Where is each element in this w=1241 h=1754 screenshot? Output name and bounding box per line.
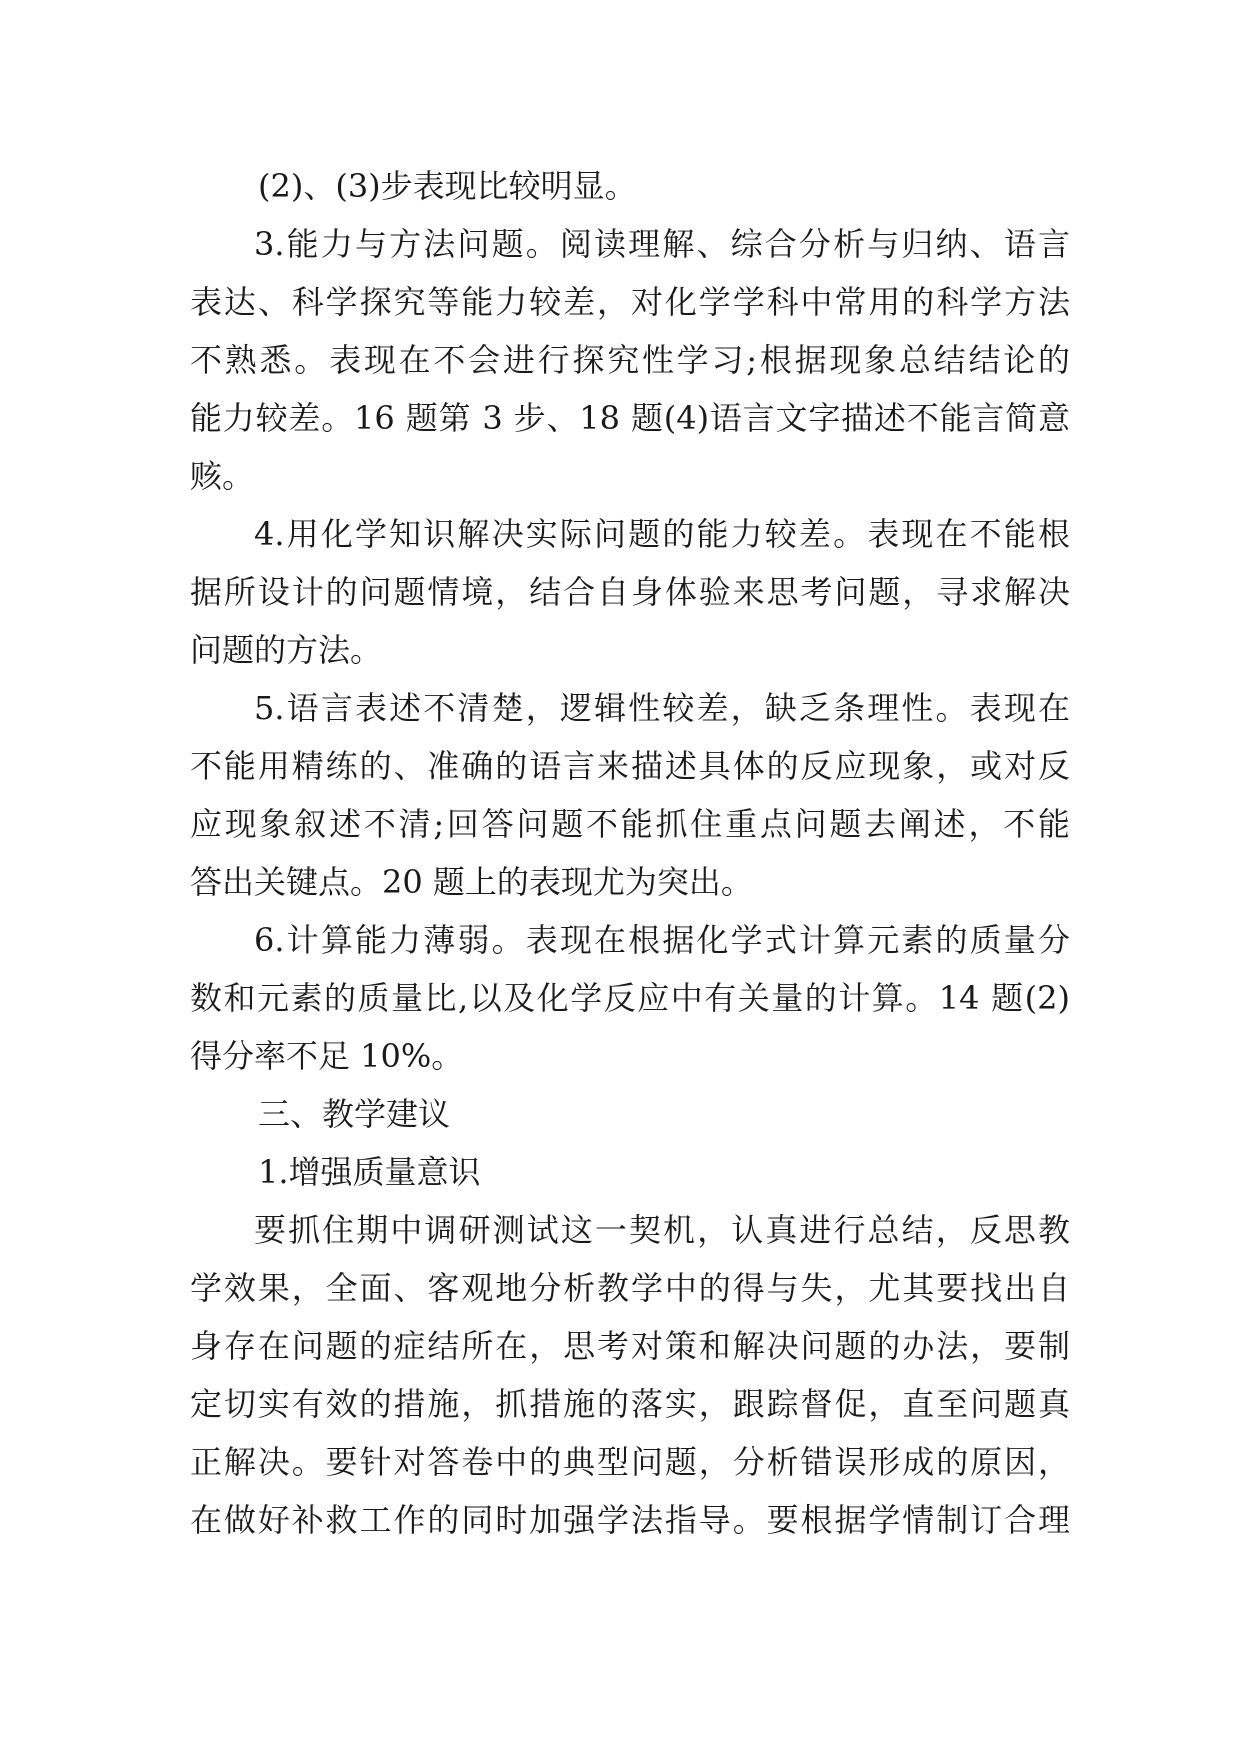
text-line: 3.能力与方法问题。阅读理解、综合分析与归纳、语言 <box>254 225 1070 263</box>
text-line: 正解决。要针对答卷中的典型问题，分析错误形成的原因， <box>190 1443 1070 1481</box>
text-line: 表达、科学探究等能力较差，对化学学科中常用的科学方法 <box>190 283 1070 321</box>
text-line: 5.语言表述不清楚，逻辑性较差，缺乏条理性。表现在 <box>254 689 1070 727</box>
text-line: 问题的方法。 <box>190 631 383 669</box>
text-line: 答出关键点。20 题上的表现尤为突出。 <box>190 863 753 901</box>
text-line: 不熟悉。表现在不会进行探究性学习;根据现象总结结论的 <box>190 341 1070 379</box>
text-line: 据所设计的问题情境，结合自身体验来思考问题，寻求解决 <box>190 573 1070 611</box>
text-line: 在做好补救工作的同时加强学法指导。要根据学情制订合理 <box>190 1501 1070 1539</box>
text-line: 6.计算能力薄弱。表现在根据化学式计算元素的质量分 <box>254 921 1070 959</box>
text-line: 赅。 <box>190 457 255 495</box>
text-line: 身存在问题的症结所在，思考对策和解决问题的办法，要制 <box>190 1327 1070 1365</box>
section-heading: 三、教学建议 <box>258 1095 451 1133</box>
text-line: 要抓住期中调研测试这一契机，认真进行总结，反思教 <box>254 1211 1070 1249</box>
text-line: 学效果，全面、客观地分析教学中的得与失，尤其要找出自 <box>190 1269 1070 1307</box>
text-line: 不能用精练的、准确的语言来描述具体的反应现象，或对反 <box>190 747 1070 785</box>
text-line: 应现象叙述不清;回答问题不能抓住重点问题去阐述，不能 <box>190 805 1070 843</box>
text-line: 数和元素的质量比,以及化学反应中有关量的计算。14 题(2) <box>190 979 1070 1017</box>
text-line: 得分率不足 10%。 <box>190 1037 464 1075</box>
subsection-heading: 1.增强质量意识 <box>258 1153 481 1191</box>
text-line: 能力较差。16 题第 3 步、18 题(4)语言文字描述不能言简意 <box>190 399 1070 437</box>
text-line: (2)、(3)步表现比较明显。 <box>258 167 637 205</box>
text-line: 定切实有效的措施，抓措施的落实，跟踪督促，直至问题真 <box>190 1385 1070 1423</box>
text-line: 4.用化学知识解决实际问题的能力较差。表现在不能根 <box>254 515 1070 553</box>
